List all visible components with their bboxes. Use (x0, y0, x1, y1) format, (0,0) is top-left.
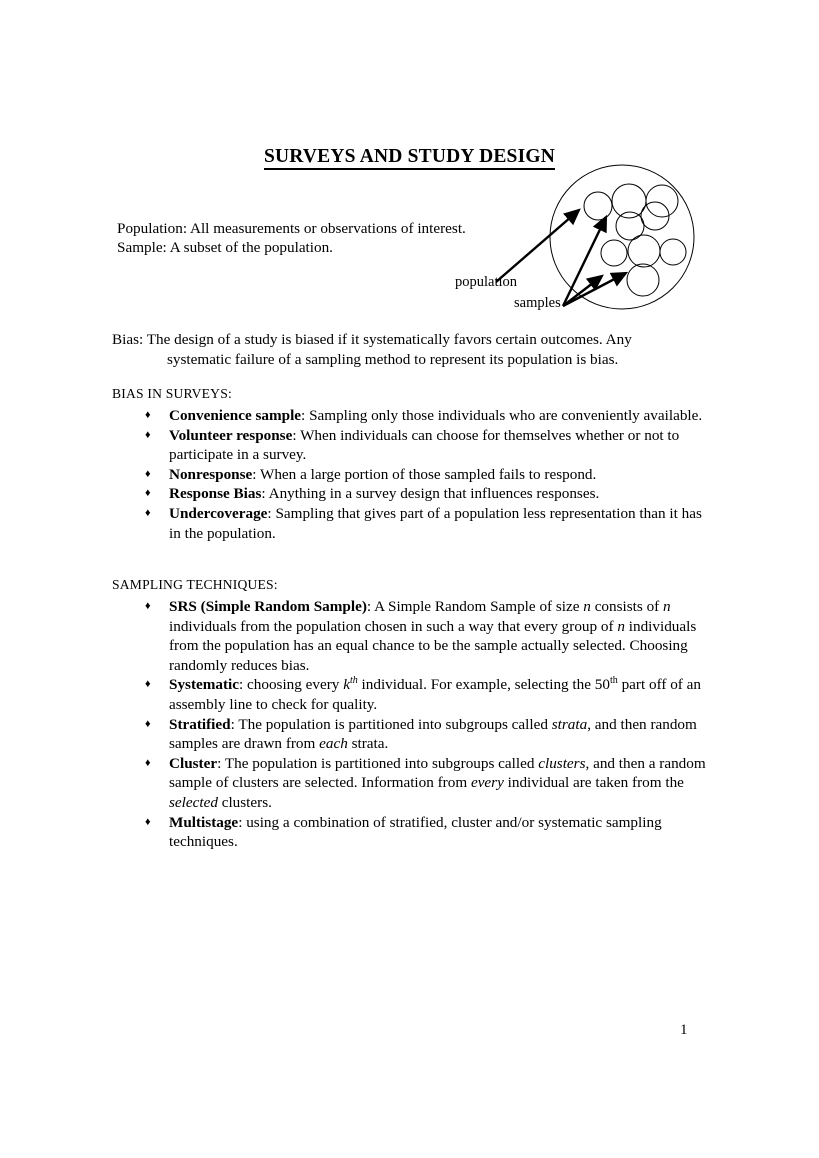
list-item-text: : When a large portion of those sampled fails to respond. (252, 465, 597, 483)
sample-circle (641, 202, 669, 230)
sample-circle (627, 264, 659, 296)
list-item-term: Systematic (169, 676, 240, 694)
list-item-text-fragment: selected (169, 793, 218, 811)
list-item (141, 754, 716, 813)
list-item-text-fragment: clusters. (217, 793, 272, 811)
list-item-text-fragment: , and then a random sample of clusters are selected. Information from (169, 754, 706, 792)
list-item-text-fragment: : choosing every (239, 676, 344, 694)
list-item-term: Undercoverage (169, 504, 268, 522)
bullet-icon: ♦ (145, 467, 151, 480)
list-item (141, 504, 716, 543)
list-item-text-fragment: : The population is partitioned into subgroups called (230, 715, 552, 733)
list-item-text-fragment: consists of (590, 598, 664, 615)
sample-circle (646, 185, 678, 217)
list-item-text-fragment: , and then random samples are drawn from (169, 715, 697, 753)
list-item-term: SRS (Simple Random Sample) (169, 598, 367, 615)
bias-definition-line-2: systematic failure of a sampling method to represent its population is bias. (167, 350, 619, 368)
bullet-icon: ♦ (145, 678, 151, 691)
list-item-text-fragment: part off of an assembly line to check for quality. (169, 676, 702, 713)
list-item-text-fragment: each (319, 735, 348, 753)
list-item-text-fragment: n (583, 598, 591, 615)
list-item-text-fragment: n (617, 617, 625, 635)
list-item (141, 484, 716, 504)
list-item-term: Multistage (169, 813, 239, 831)
diagram-label-population: population (455, 274, 518, 290)
list-item (141, 813, 716, 852)
sample-circle (584, 192, 612, 220)
list-item-text: : Sampling only those individuals who are conveniently available. (301, 407, 703, 424)
bullet-icon: ♦ (145, 428, 151, 441)
population-definition: Population: All measurements or observations of interest. (117, 220, 466, 237)
bullet-icon: ♦ (145, 409, 151, 421)
page-title-text: SURVEYS AND STUDY DESIGN (264, 146, 555, 170)
sample-circle (660, 239, 686, 265)
list-item-text-fragment: strata (551, 715, 588, 733)
list-item-text-fragment: : The population is partitioned into subgroups called (217, 754, 539, 772)
list-item-text: : When individuals can choose for themselves whether or not to participate in a survey. (169, 426, 680, 464)
list-item (141, 426, 716, 465)
list-item-text-fragment: strata. (347, 735, 389, 753)
samples-arrow-2 (563, 276, 602, 306)
bias-in-surveys-list (141, 406, 716, 543)
bullet-icon: ♦ (145, 756, 151, 769)
diagram-canvas (430, 160, 790, 320)
sample-definition: Sample: A subset of the population. (117, 239, 333, 256)
list-item-text-fragment: n (663, 598, 671, 615)
diagram-label-samples: samples (514, 295, 561, 311)
list-item-term: Cluster (169, 754, 218, 772)
list-item-text-fragment: k (343, 676, 350, 694)
list-item-text: : Anything in a survey design that influences responses. (261, 485, 600, 503)
list-item-text-fragment: th (349, 675, 358, 687)
diagram-arrows (496, 210, 626, 306)
bullet-icon: ♦ (145, 487, 151, 500)
list-item-term: Response Bias (169, 485, 262, 503)
list-item (141, 715, 716, 754)
bullet-icon: ♦ (145, 717, 151, 730)
list-item-text-fragment: : using a combination of stratified, cluster and/or systematic sampling techniques. (169, 813, 662, 851)
list-item-text-fragment: clusters (538, 754, 586, 772)
sampling-techniques-list (141, 597, 716, 852)
bullet-icon: ♦ (145, 815, 151, 828)
list-item-text-fragment: every (470, 774, 504, 792)
list-item (141, 465, 716, 485)
list-item-term: Stratified (169, 715, 231, 733)
list-item (141, 406, 716, 426)
section-heading-sampling-techniques: SAMPLING TECHNIQUES: (112, 577, 278, 592)
list-item-text-fragment: individuals from the population has an equal chance to be the sample actually selected. Choosing randomly reduces bias. (169, 617, 697, 674)
list-item-text: : Sampling that gives part of a population less representation than it has in the population. (169, 504, 702, 542)
list-item-text-fragment: : A Simple Random Sample of size (366, 598, 584, 615)
samples-arrow-1 (563, 217, 606, 306)
bias-definition-paragraph (112, 330, 712, 369)
sample-circle (601, 240, 627, 266)
list-item (141, 675, 716, 714)
list-item-term: Volunteer response (169, 426, 293, 444)
bias-definition-line-1: Bias: The design of a study is biased if it systematically favors certain outcomes. Any (112, 331, 632, 348)
page-number: 1 (680, 1022, 688, 1038)
section-heading-bias-in-surveys: BIAS IN SURVEYS: (112, 386, 232, 401)
list-item-term: Convenience sample (169, 407, 302, 424)
list-item-text-fragment: individual are taken from the (503, 774, 684, 792)
bullet-icon: ♦ (145, 506, 151, 519)
list-item-term: Nonresponse (169, 465, 253, 483)
list-item (141, 597, 716, 675)
sample-circle (628, 235, 660, 267)
population-arrow (496, 210, 579, 282)
list-item-text-fragment: individual. For example, selecting the 50 (357, 676, 610, 694)
list-item-text-fragment: individuals from the population chosen in such a way that every group of (169, 617, 618, 635)
list-item-text-fragment: th (609, 675, 618, 687)
population-sample-diagram (430, 160, 790, 320)
bullet-icon: ♦ (145, 600, 151, 612)
